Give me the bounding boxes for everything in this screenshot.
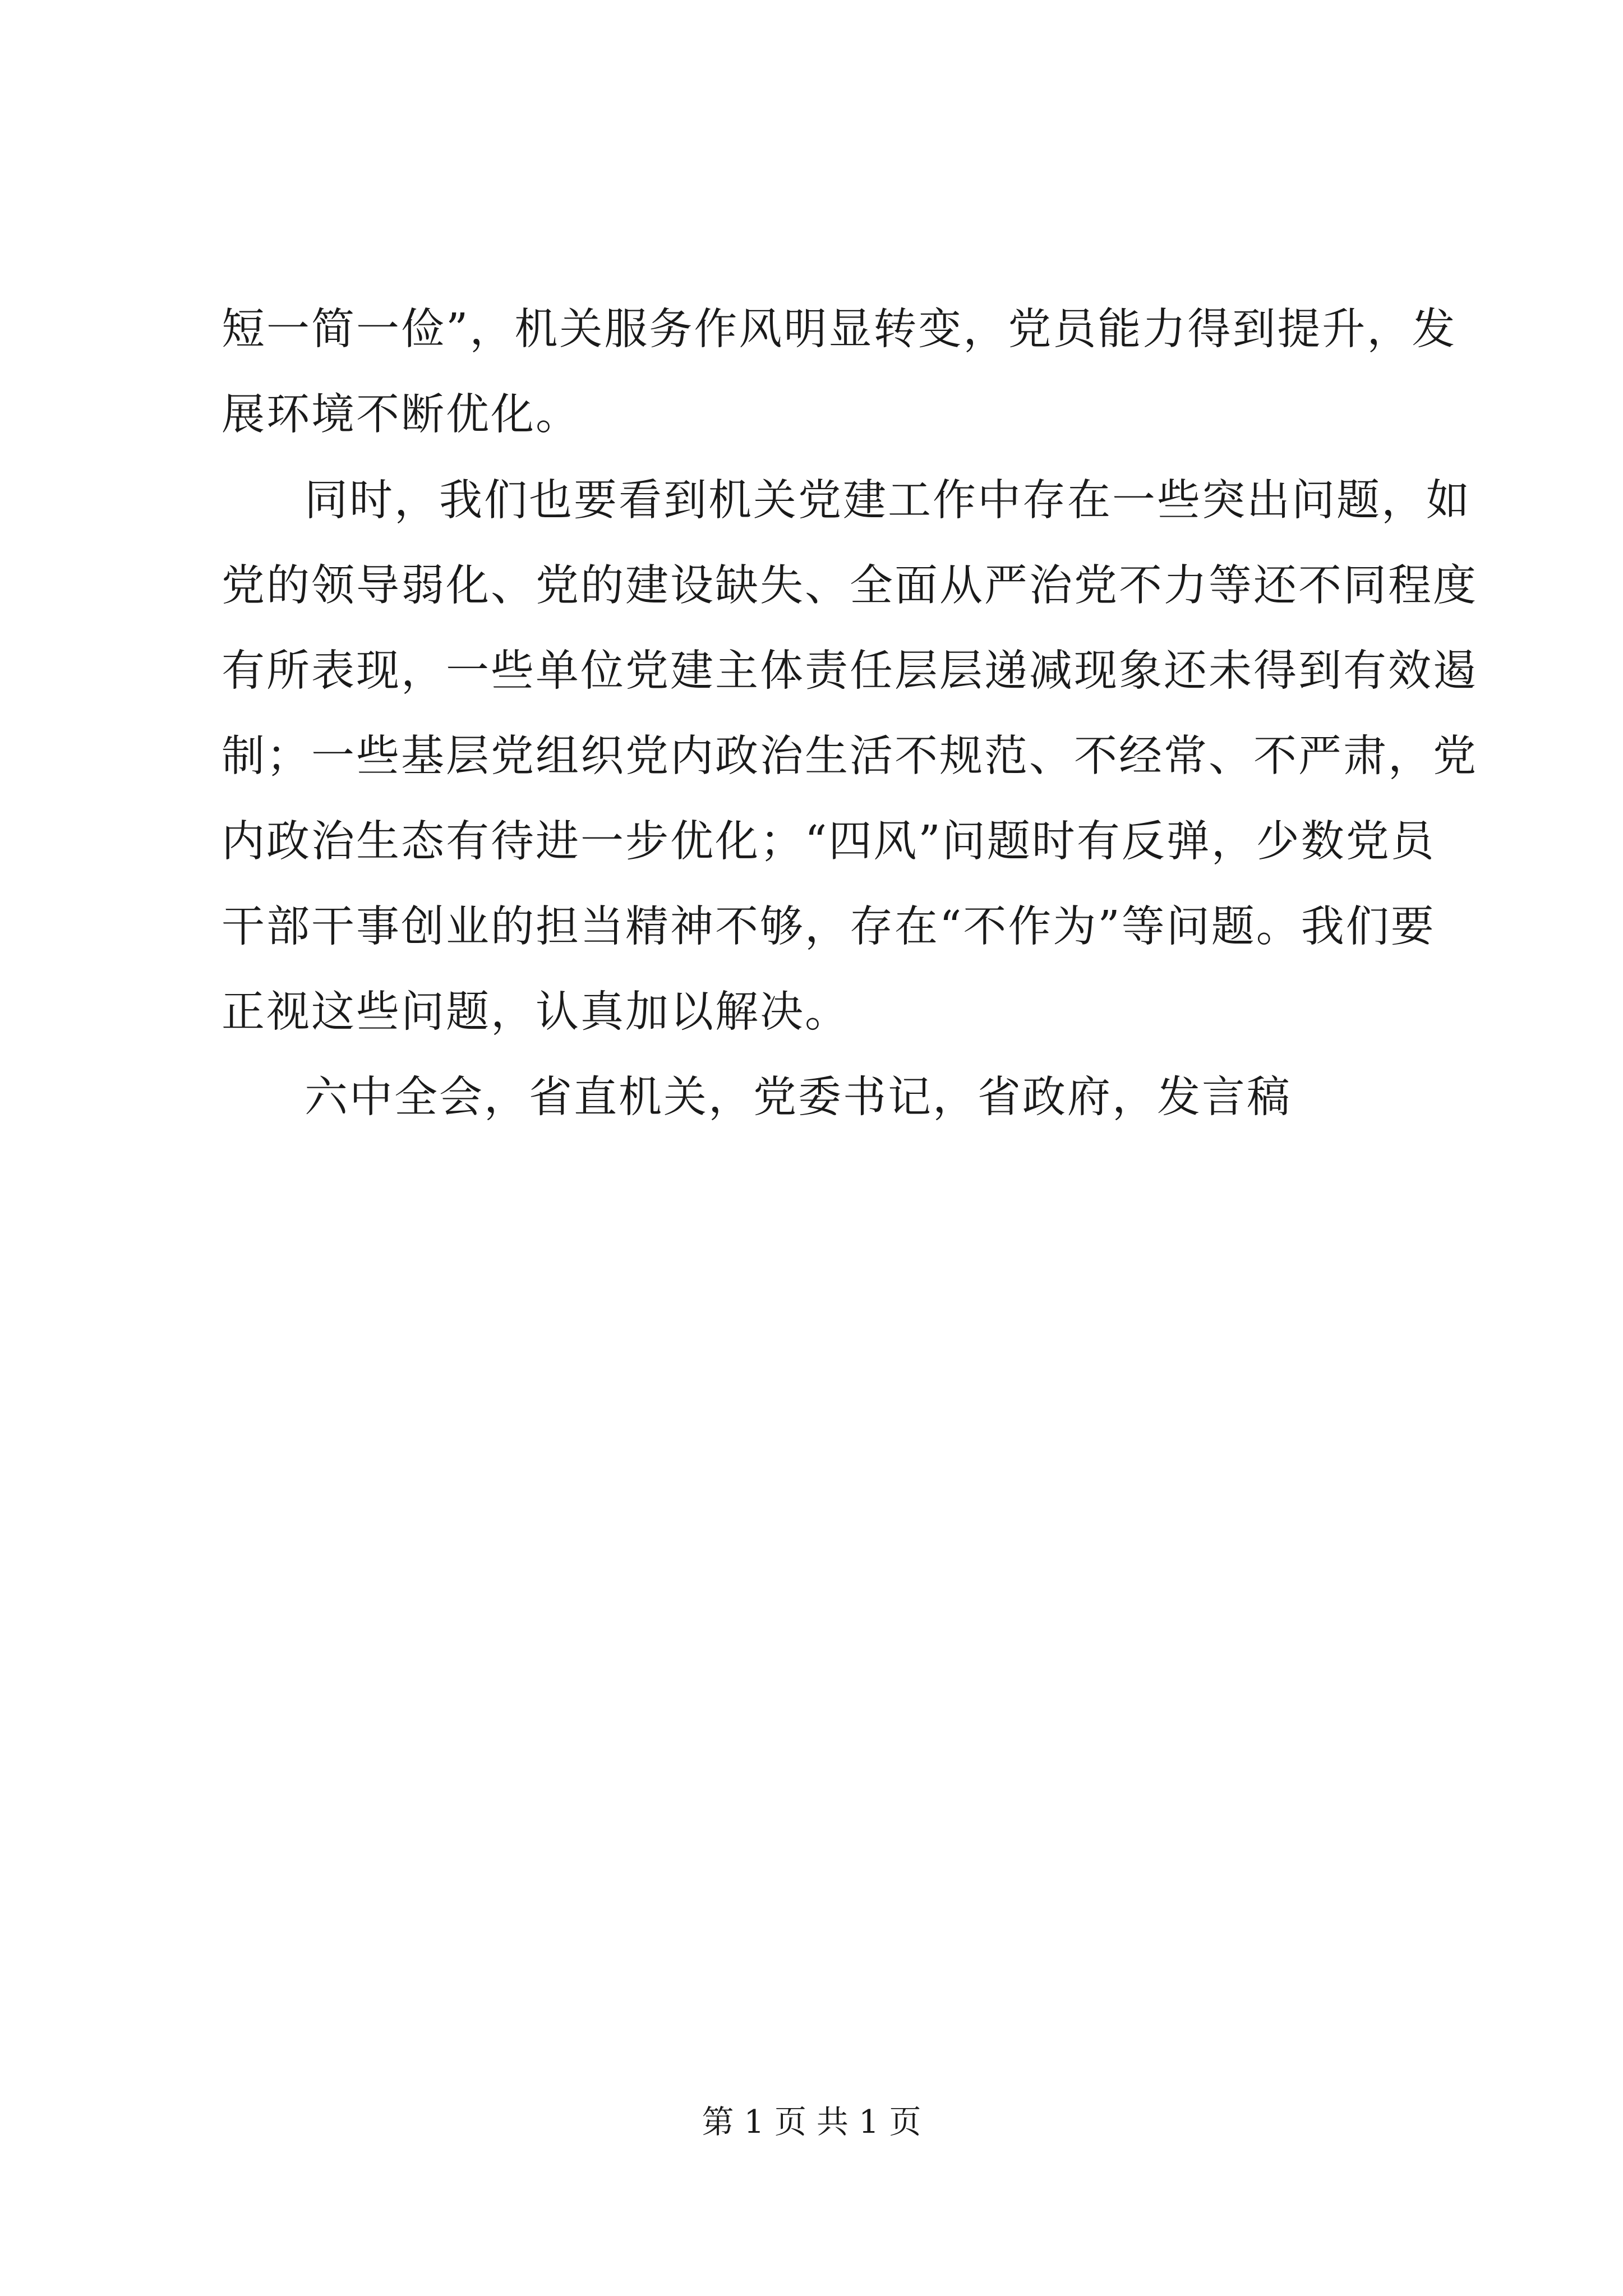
page-number-footer: 第 1 页 共 1 页 xyxy=(702,2104,921,2141)
text-line: 内政治生态有待进一步优化；“四风”问题时有反弹，少数党员 xyxy=(222,817,1436,867)
paragraph-start-line: 同时，我们也要看到机关党建工作中存在一些突出问题，如 xyxy=(305,476,1471,526)
text-line: 短一简一俭”，机关服务作风明显转变，党员能力得到提升，发 xyxy=(222,305,1457,355)
text-line: 制；一些基层党组织党内政治生活不规范、不经常、不严肃，党 xyxy=(222,731,1478,781)
text-line: 有所表现，一些单位党建主体责任层层递减现象还未得到有效遏 xyxy=(222,646,1478,696)
text-line: 党的领导弱化、党的建设缺失、全面从严治党不力等还不同程度 xyxy=(222,561,1478,611)
text-line: 展环境不断优化。 xyxy=(222,390,580,440)
text-line: 干部干事创业的担当精神不够，存在“不作为”等问题。我们要 xyxy=(222,902,1436,952)
keywords-line: 六中全会，省直机关，党委书记，省政府，发言稿 xyxy=(305,1073,1292,1122)
text-line: 正视这些问题，认真加以解决。 xyxy=(222,987,850,1037)
